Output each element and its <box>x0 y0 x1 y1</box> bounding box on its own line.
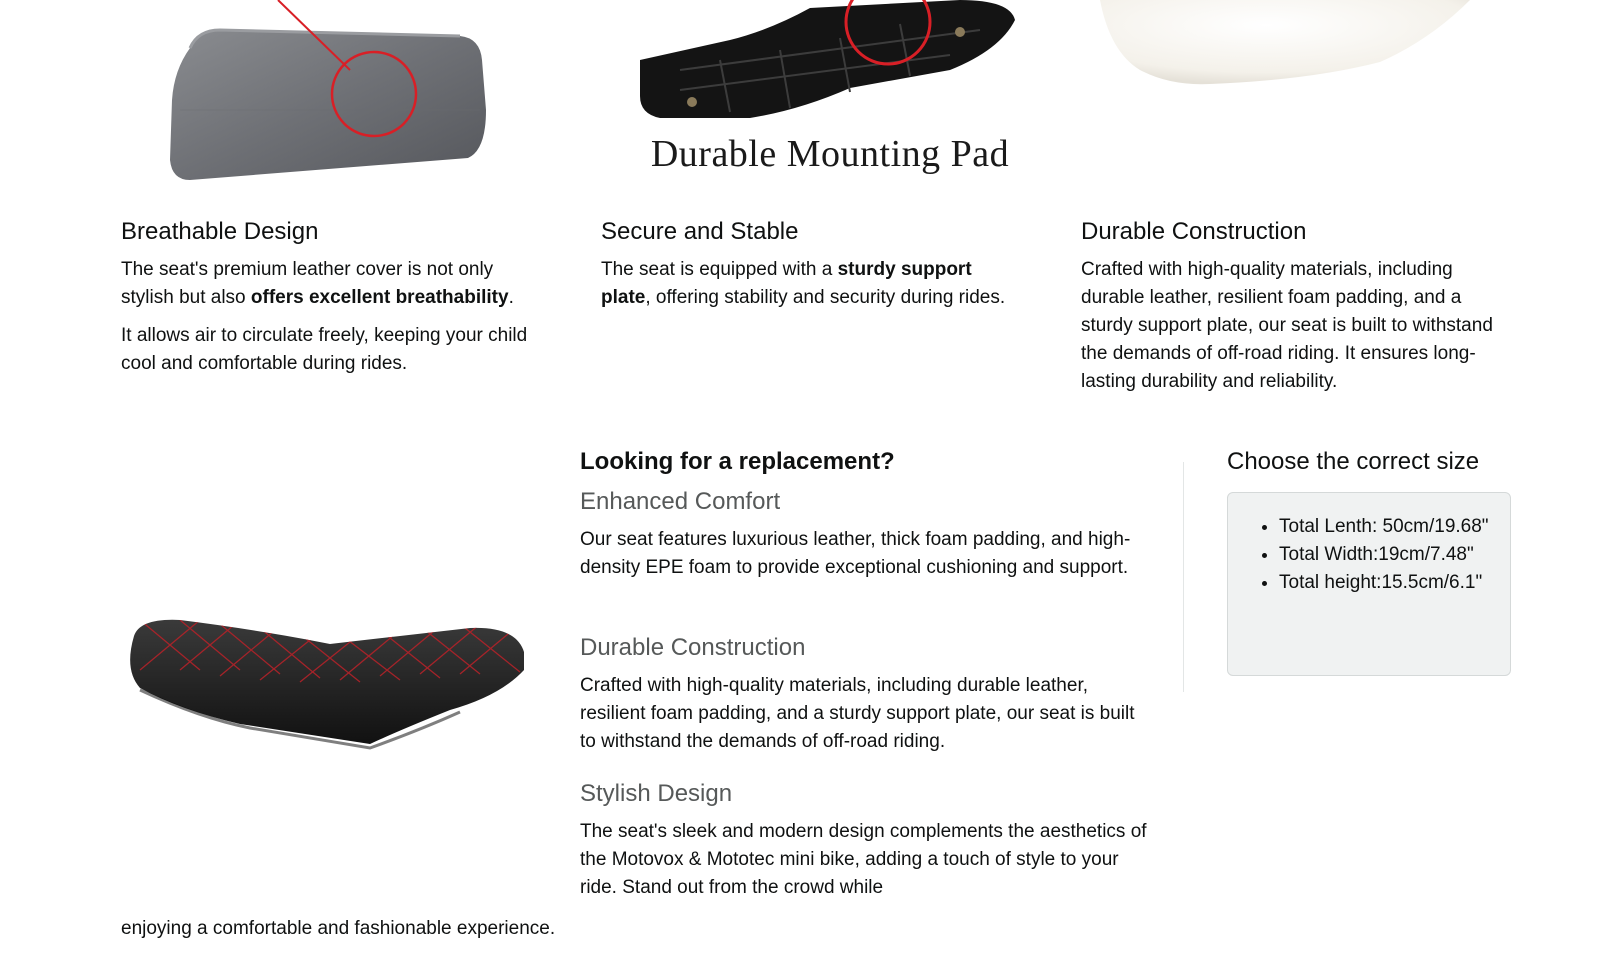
replacement-section-comfort <box>580 488 1150 582</box>
feature-paragraph <box>121 256 551 312</box>
feature-durable <box>1081 218 1511 406</box>
fabric-seat-illustration <box>150 0 510 192</box>
replacement-section-stylish <box>580 780 1150 902</box>
black-seat-illustration <box>120 600 540 770</box>
column-divider <box>1183 462 1184 692</box>
section-text: The seat's sleek and modern design complements the aesthetics of the Motovox & Mototec mini bike, adding a touch of style to your ride. Stand out from the crowd while <box>580 821 1147 898</box>
section-heading: Enhanced Comfort <box>580 488 781 515</box>
feature-paragraph: It allows air to circulate freely, keeping your child cool and comfortable during rides. <box>121 325 528 374</box>
feature-title: Secure and Stable <box>601 218 799 245</box>
section-heading: Durable Construction <box>580 634 806 661</box>
feature-title: Breathable Design <box>121 218 319 245</box>
replacement-title: Looking for a replacement? <box>580 448 895 475</box>
size-guide-panel <box>1227 492 1511 676</box>
white-seat-illustration <box>1090 0 1490 192</box>
size-item-width: • Total Width:19cm/7.48" <box>1279 541 1490 569</box>
mounting-pad-caption: Durable Mounting Pad <box>650 133 1010 175</box>
size-item-length: • Total Lenth: 50cm/19.68" <box>1279 513 1490 541</box>
text-run: The seat is equipped with a <box>601 259 838 280</box>
bold-run: offers excellent breathability <box>250 287 509 308</box>
black-seat-image <box>120 600 540 770</box>
mounting-pad-image <box>620 0 1040 192</box>
text-run: The seat's premium leather cover is not only stylish but also <box>121 259 494 308</box>
section-text: Crafted with high-quality materials, including durable leather, resilient foam padding, and a sturdy support plate, our seat is built to withstand the demands of off-road riding. <box>580 675 1135 752</box>
size-guide-title: Choose the correct size <box>1227 448 1480 475</box>
size-list <box>1228 493 1510 597</box>
text-run: . <box>508 287 514 308</box>
section-heading: Stylish Design <box>580 780 733 807</box>
feature-paragraph: Crafted with high-quality materials, including durable leather, resilient foam padding, and a sturdy support plate, our seat is built to withstand the demands of off-road riding. It ensures long-lasting durability and reliability. <box>1081 259 1493 392</box>
white-seat-image <box>1090 0 1490 192</box>
feature-paragraph <box>601 256 1011 312</box>
bold-run: sturdy support plate <box>601 259 972 308</box>
text-run: , offering stability and security during rides. <box>645 287 1006 308</box>
fabric-seat-image <box>150 0 510 192</box>
stylish-text-continuation: enjoying a comfortable and fashionable experience. <box>121 918 556 939</box>
feature-breathable <box>121 218 551 388</box>
size-item-height: • Total height:15.5cm/6.1" <box>1279 569 1490 597</box>
replacement-section-durable <box>580 634 1150 756</box>
feature-title: Durable Construction <box>1081 218 1307 245</box>
section-text: Our seat features luxurious leather, thick foam padding, and high-density EPE foam to provide exceptional cushioning and support. <box>580 529 1131 578</box>
mounting-pad-illustration <box>620 0 1040 130</box>
feature-secure <box>601 218 1011 322</box>
